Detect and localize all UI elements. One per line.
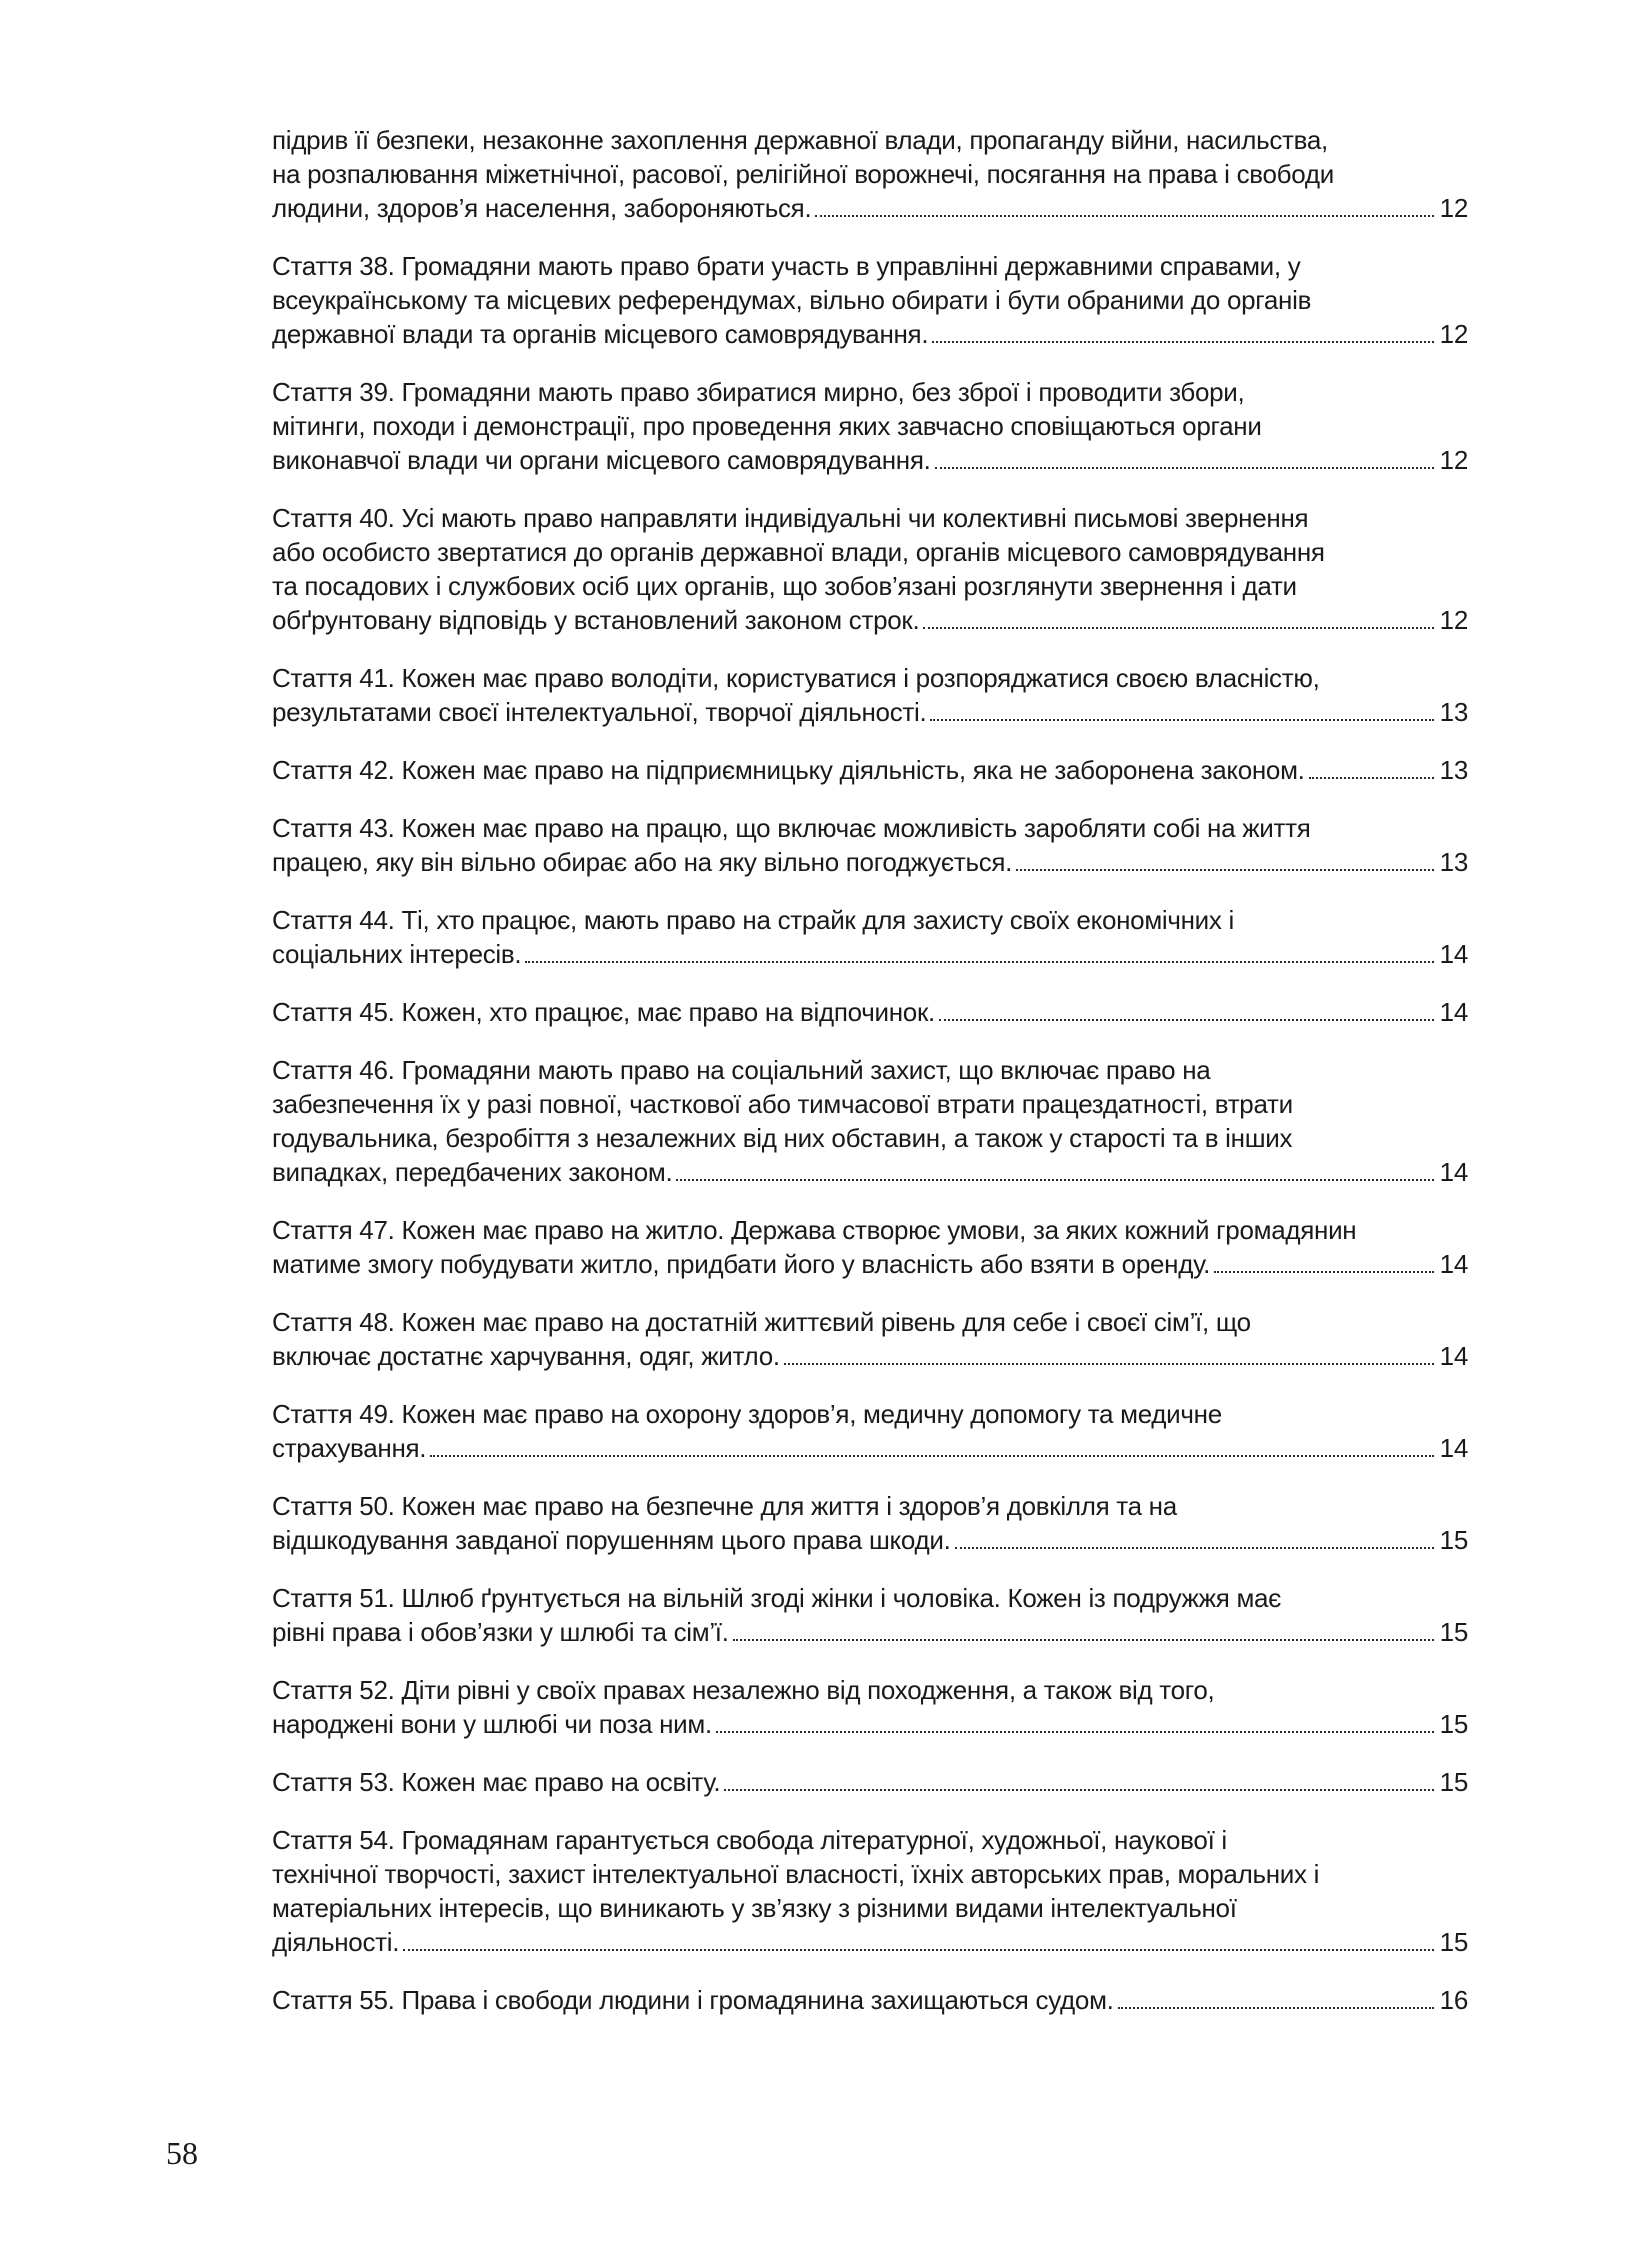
toc-entry — [272, 1489, 1468, 1557]
dot-leader — [1309, 777, 1434, 779]
toc-page-ref: 12 — [1439, 445, 1468, 475]
toc-page-ref: 13 — [1439, 697, 1468, 727]
toc-entry-last-line — [272, 1431, 1468, 1465]
toc-entry-line: Стаття 47. Кожен має право на житло. Держава створює умови, за яких кожний громадянин — [272, 1215, 1357, 1245]
toc-entry-line: годувальника, безробіття з незалежних від них обставин, а також у старості та в інших — [272, 1123, 1293, 1153]
toc-entry — [272, 1397, 1468, 1465]
toc-page-ref: 12 — [1439, 319, 1468, 349]
toc-page-ref: 15 — [1439, 1709, 1468, 1739]
toc-entry-line: державної влади та органів місцевого самоврядування. — [272, 319, 929, 349]
toc-page-ref: 14 — [1439, 1157, 1468, 1187]
toc-entry-line: соціальних інтересів. — [272, 939, 522, 969]
dot-leader — [923, 627, 1434, 629]
dot-leader — [403, 1949, 1434, 1951]
toc-page-ref: 14 — [1439, 939, 1468, 969]
toc-entry-line: результатами своєї інтелектуальної, творчої діяльності. — [272, 697, 927, 727]
dot-leader — [939, 1019, 1434, 1021]
dot-leader — [1016, 869, 1434, 871]
toc-page-ref: 15 — [1439, 1767, 1468, 1797]
dot-leader — [784, 1363, 1434, 1365]
toc-entry-line: Стаття 51. Шлюб ґрунтується на вільній згоді жінки і чоловіка. Кожен із подружжя має — [272, 1583, 1282, 1613]
toc-entry-line: Стаття 41. Кожен має право володіти, користуватися і розпоряджатися своєю власністю, — [272, 663, 1320, 693]
toc-entry-line: Стаття 52. Діти рівні у своїх правах незалежно від походження, а також від того, — [272, 1675, 1215, 1705]
dot-leader — [1214, 1271, 1434, 1273]
toc-entry — [272, 903, 1468, 971]
toc-entry-line: народжені вони у шлюбі чи поза ним. — [272, 1709, 712, 1739]
toc-entry-line: обґрунтовану відповідь у встановлений законом строк. — [272, 605, 920, 635]
toc-page-ref: 14 — [1439, 1433, 1468, 1463]
toc-entry-line: на розпалювання міжетнічної, расової, релігійної ворожнечі, посягання на права і свободи — [272, 159, 1334, 189]
toc-entry — [272, 661, 1468, 729]
toc-page-ref: 14 — [1439, 997, 1468, 1027]
toc-page-ref: 12 — [1439, 193, 1468, 223]
toc-entry-last-line — [272, 937, 1468, 971]
toc-entry — [272, 249, 1468, 351]
toc-entry-last-line — [272, 1523, 1468, 1557]
toc-entry-line: матиме змогу побудувати житло, придбати його у власність або взяти в оренду. — [272, 1249, 1211, 1279]
toc-page-ref: 15 — [1439, 1525, 1468, 1555]
dot-leader — [724, 1789, 1434, 1791]
toc-entry-line: технічної творчості, захист інтелектуальної власності, їхніх авторських прав, моральних і — [272, 1859, 1320, 1889]
toc-entry — [272, 1305, 1468, 1373]
toc-entry-last-line — [272, 443, 1468, 477]
toc-entry-line: Стаття 55. Права і свободи людини і громадянина захищаються судом. — [272, 1985, 1114, 2015]
toc-entry — [272, 501, 1468, 637]
toc-entry — [272, 753, 1468, 787]
toc-entry — [272, 1673, 1468, 1741]
toc-entry-last-line — [272, 1155, 1468, 1189]
table-of-contents — [272, 123, 1468, 2041]
toc-entry-last-line — [272, 1765, 1468, 1799]
toc-entry-last-line — [272, 191, 1468, 225]
toc-entry-line: Стаття 48. Кожен має право на достатній життєвий рівень для себе і своєї сім’ї, що — [272, 1307, 1251, 1337]
toc-entry-last-line — [272, 1615, 1468, 1649]
toc-entry — [272, 1765, 1468, 1799]
toc-page-ref: 14 — [1439, 1341, 1468, 1371]
toc-entry — [272, 1983, 1468, 2017]
toc-entry-line: діяльності. — [272, 1927, 400, 1957]
toc-entry-last-line — [272, 995, 1468, 1029]
toc-entry-last-line — [272, 1707, 1468, 1741]
toc-entry-last-line — [272, 317, 1468, 351]
toc-entry — [272, 375, 1468, 477]
toc-entry-line: людини, здоров’я населення, забороняються. — [272, 193, 812, 223]
toc-entry-line: рівні права і обов’язки у шлюбі та сім’ї. — [272, 1617, 729, 1647]
toc-page-ref: 14 — [1439, 1249, 1468, 1279]
dot-leader — [525, 961, 1434, 963]
dot-leader — [733, 1639, 1434, 1641]
toc-entry-line: Стаття 54. Громадянам гарантується свобода літературної, художньої, наукової і — [272, 1825, 1227, 1855]
toc-page-ref: 13 — [1439, 755, 1468, 785]
toc-entry-line: матеріальних інтересів, що виникають у зв’язку з різними видами інтелектуальної — [272, 1893, 1237, 1923]
toc-entry-last-line — [272, 1983, 1468, 2017]
toc-entry-last-line — [272, 753, 1468, 787]
toc-page-ref: 15 — [1439, 1927, 1468, 1957]
toc-entry-line: Стаття 44. Ті, хто працює, мають право на страйк для захисту своїх економічних і — [272, 905, 1235, 935]
toc-entry-line: мітинги, походи і демонстрації, про проведення яких завчасно сповіщаються органи — [272, 411, 1262, 441]
dot-leader — [815, 215, 1434, 217]
toc-entry-last-line — [272, 695, 1468, 729]
dot-leader — [676, 1179, 1434, 1181]
toc-entry-line: Стаття 45. Кожен, хто працює, має право на відпочинок. — [272, 997, 935, 1027]
toc-entry-last-line — [272, 1247, 1468, 1281]
toc-entry-line: Стаття 49. Кожен має право на охорону здоров’я, медичну допомогу та медичне — [272, 1399, 1222, 1429]
toc-entry-line: Стаття 38. Громадяни мають право брати участь в управлінні державними справами, у — [272, 251, 1301, 281]
toc-entry — [272, 811, 1468, 879]
toc-page-ref: 13 — [1439, 847, 1468, 877]
toc-entry — [272, 1053, 1468, 1189]
toc-entry-line: Стаття 39. Громадяни мають право збиратися мирно, без зброї і проводити збори, — [272, 377, 1245, 407]
toc-entry-line: страхування. — [272, 1433, 427, 1463]
toc-page-ref: 12 — [1439, 605, 1468, 635]
toc-entry-line: Стаття 53. Кожен має право на освіту. — [272, 1767, 721, 1797]
page-number: 58 — [166, 2135, 198, 2171]
dot-leader — [930, 719, 1434, 721]
toc-entry — [272, 1581, 1468, 1649]
toc-entry-line: Стаття 50. Кожен має право на безпечне для життя і здоров’я довкілля та на — [272, 1491, 1177, 1521]
toc-entry-line: працею, яку він вільно обирає або на яку вільно погоджується. — [272, 847, 1013, 877]
toc-entry — [272, 123, 1468, 225]
toc-entry-line: Стаття 42. Кожен має право на підприємницьку діяльність, яка не заборонена законом. — [272, 755, 1305, 785]
toc-entry-line: випадках, передбачених законом. — [272, 1157, 673, 1187]
dot-leader — [1118, 2007, 1434, 2009]
dot-leader — [935, 467, 1434, 469]
toc-entry-line: Стаття 43. Кожен має право на працю, що включає можливість заробляти собі на життя — [272, 813, 1311, 843]
toc-page-ref: 16 — [1439, 1985, 1468, 2015]
toc-entry-line: та посадових і службових осіб цих органів, що зобов’язані розглянути звернення і дати — [272, 571, 1297, 601]
toc-entry-last-line — [272, 603, 1468, 637]
toc-entry-line: включає достатнє харчування, одяг, житло. — [272, 1341, 780, 1371]
dot-leader — [932, 341, 1434, 343]
toc-entry — [272, 1213, 1468, 1281]
dot-leader — [716, 1731, 1434, 1733]
toc-entry — [272, 995, 1468, 1029]
toc-entry-line: Стаття 46. Громадяни мають право на соціальний захист, що включає право на — [272, 1055, 1211, 1085]
toc-entry-line: Стаття 40. Усі мають право направляти індивідуальні чи колективні письмові звернення — [272, 503, 1309, 533]
toc-entry-line: або особисто звертатися до органів державної влади, органів місцевого самоврядування — [272, 537, 1325, 567]
toc-entry-last-line — [272, 1339, 1468, 1373]
toc-entry-line: виконавчої влади чи органи місцевого самоврядування. — [272, 445, 931, 475]
toc-entry-line: всеукраїнському та місцевих референдумах, вільно обирати і бути обраними до органів — [272, 285, 1312, 315]
toc-entry — [272, 1823, 1468, 1959]
dot-leader — [430, 1455, 1434, 1457]
dot-leader — [955, 1547, 1435, 1549]
toc-entry-line: відшкодування завданої порушенням цього права шкоди. — [272, 1525, 951, 1555]
toc-page-ref: 15 — [1439, 1617, 1468, 1647]
toc-entry-last-line — [272, 845, 1468, 879]
toc-entry-last-line — [272, 1925, 1468, 1959]
toc-entry-line: забезпечення їх у разі повної, часткової або тимчасової втрати працездатності, втрати — [272, 1089, 1293, 1119]
toc-entry-line: підрив її безпеки, незаконне захоплення державної влади, пропаганду війни, насильства, — [272, 125, 1328, 155]
